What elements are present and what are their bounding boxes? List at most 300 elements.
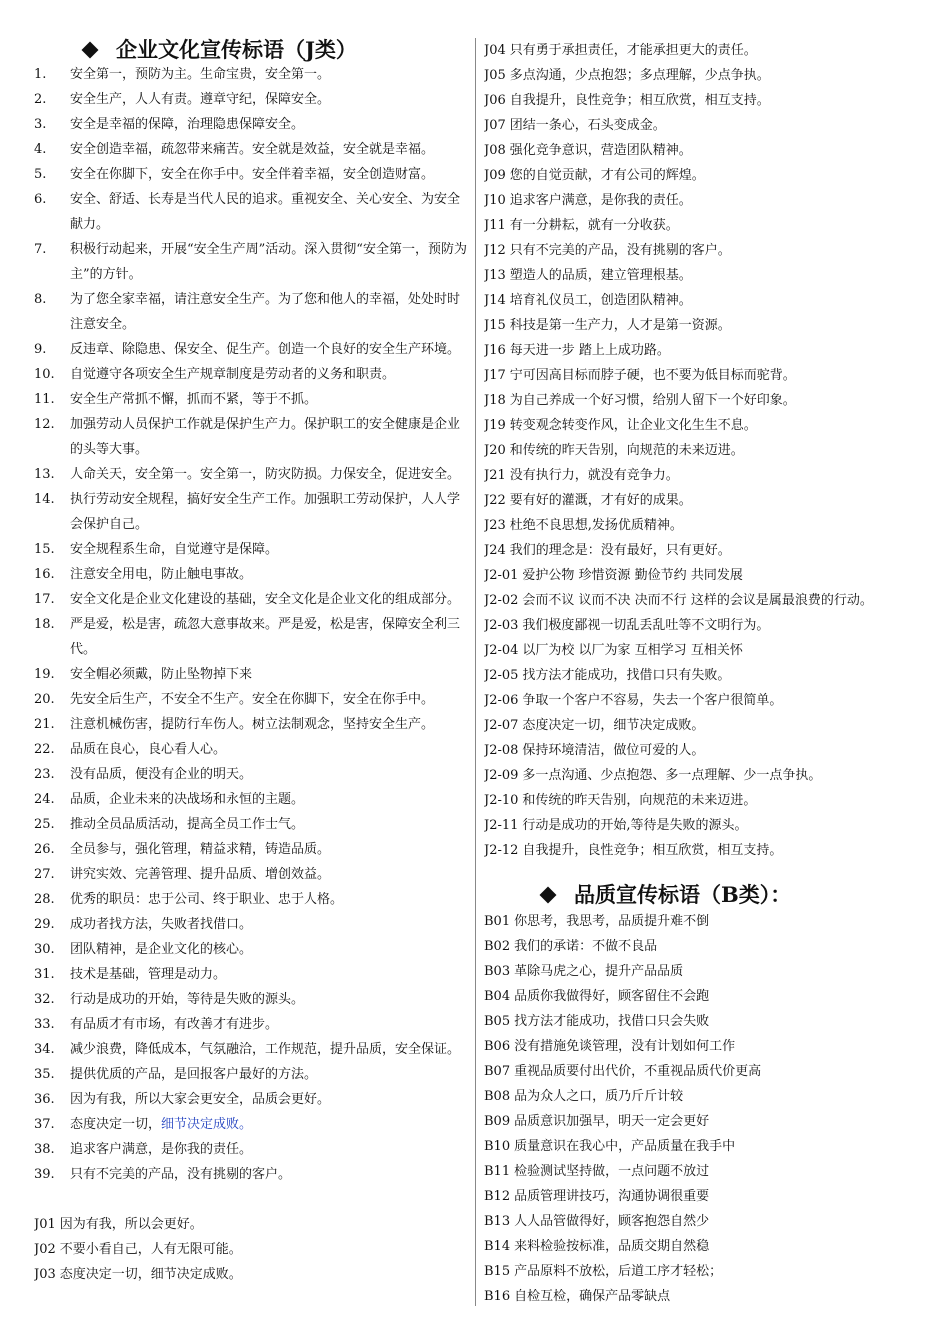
item-code: J2-03 [484,618,519,633]
item-number: 33. [34,1017,55,1032]
list-item [484,238,924,263]
item-code: B08 [484,1089,511,1104]
item-number: 14. [34,492,55,507]
list-item [34,462,470,487]
item-text-part: 先安全后生产，不安全不生产。安全在你脚下，安全在你手中。 [70,692,435,707]
item-text-part: 只有不完美的产品，没有挑剔的客户。 [70,1167,292,1182]
list-item [484,38,924,63]
item-text: 和传统的昨天告别，向规范的未来迈进。 [522,793,757,808]
b-heading-text: 品质宣传标语（B类）： [574,882,792,907]
list-item [484,1284,924,1309]
item-code: J15 [484,318,506,333]
item-code: B07 [484,1064,511,1079]
b-heading [484,883,924,907]
item-code: J11 [484,218,506,233]
item-number: 36. [34,1092,55,1107]
item-text-part: 为了您全家幸福，请注意安全生产。为了您和他人的幸福，处处时时注意安全。 [70,292,461,332]
list-item [484,713,924,738]
item-text: 我们的理念是：没有最好，只有更好。 [509,543,731,558]
list-item [484,788,924,813]
list-item [34,612,470,662]
item-text-part: 安全第一，预防为主。生命宝贵，安全第一。 [70,67,331,82]
item-text: 来料检验按标准，品质交期自然稳 [514,1239,710,1254]
j-heading-text: 企业文化宣传标语（J类） [116,37,357,62]
item-number: 31. [34,967,55,982]
list-item [34,737,470,762]
item-number: 26. [34,842,55,857]
item-text-part: 注意安全用电，防止触电事故。 [70,567,253,582]
item-text [70,662,470,687]
list-item [484,413,924,438]
item-text: 因为有我，所以会更好。 [59,1217,203,1232]
item-number: 4. [34,142,47,157]
list-item [484,1109,924,1134]
item-code: J06 [484,93,506,108]
diamond-bullet-icon [82,41,99,58]
list-item [34,412,470,462]
item-code: B11 [484,1164,511,1179]
list-item [484,1009,924,1034]
item-text: 品质意识加强早，明天一定会更好 [514,1114,710,1129]
list-item [34,937,470,962]
list-item [34,87,470,112]
item-code: B09 [484,1114,511,1129]
item-text-part: 团队精神，是企业文化的核心。 [70,942,253,957]
item-code: J21 [484,468,506,483]
item-text: 和传统的昨天告别，向规范的未来迈进。 [509,443,744,458]
item-text [70,187,470,237]
list-item [484,1259,924,1284]
list-item [34,337,470,362]
item-text: 自检互检，确保产品零缺点 [514,1289,671,1304]
list-item [34,1062,470,1087]
list-item [34,162,470,187]
item-text [70,1037,470,1062]
item-code: J20 [484,443,506,458]
item-text [70,912,470,937]
item-code: J19 [484,418,506,433]
item-text [70,537,470,562]
item-text [70,812,470,837]
list-item [484,363,924,388]
item-text: 以厂为校 以厂为家 互相学习 互相关怀 [522,643,743,658]
j-slogan-list-left [34,1212,470,1287]
item-text [70,1087,470,1112]
item-number: 2. [34,92,47,107]
item-number: 18. [34,617,55,632]
item-code: J2-02 [484,593,519,608]
item-number: 28. [34,892,55,907]
item-text-part: 安全、舒适、长寿是当代人民的追求。重视安全、关心安全、为安全献力。 [70,192,461,232]
item-code: J2-07 [484,718,519,733]
item-code: J18 [484,393,506,408]
item-text: 追求客户满意，是你我的责任。 [509,193,692,208]
item-text [70,737,470,762]
item-text-part: 态度决定一切， [70,1117,162,1132]
item-number: 25. [34,817,55,832]
item-code: J2-10 [484,793,519,808]
list-item [34,762,470,787]
item-text-part: 减少浪费，降低成本，气氛融洽，工作规范，提升品质，安全保证。 [70,1042,461,1057]
list-item [484,1134,924,1159]
diamond-bullet-icon [540,886,557,903]
item-text: 品质管理讲技巧，沟通协调很重要 [514,1189,710,1204]
item-text: 人人品管做得好，顾客抱怨自然少 [514,1214,710,1229]
item-text: 态度决定一切，细节决定成败。 [522,718,705,733]
item-number: 24. [34,792,55,807]
item-text-part: 品质，企业未来的决战场和永恒的主题。 [70,792,305,807]
list-item [484,313,924,338]
list-item [484,88,924,113]
item-code: B04 [484,989,511,1004]
list-item [34,1237,470,1262]
item-text-highlight: 细节决定成败。 [161,1117,253,1132]
item-text [70,387,470,412]
numbered-slogan-list [34,62,470,1187]
list-item [484,463,924,488]
item-text: 找方法才能成功，找借口只有失败。 [522,668,731,683]
list-item [484,563,924,588]
list-item [34,387,470,412]
list-item [34,287,470,337]
item-text: 多一点沟通、少点抱怨、多一点理解、少一点争执。 [522,768,822,783]
list-item [34,362,470,387]
item-code: J04 [484,43,506,58]
item-text: 你思考，我思考，品质提升难不倒 [514,914,710,929]
item-text: 找方法才能成功，找借口只会失败 [514,1014,710,1029]
list-item [484,63,924,88]
item-text: 质量意识在我心中，产品质量在我手中 [514,1139,736,1154]
item-number: 21. [34,717,55,732]
item-text: 没有执行力，就没有竞争力。 [509,468,679,483]
item-number: 8. [34,292,47,307]
list-item [34,712,470,737]
item-code: J16 [484,343,506,358]
left-column [34,38,470,1287]
item-text [70,762,470,787]
item-text: 培育礼仪员工，创造团队精神。 [509,293,692,308]
item-text: 要有好的灌溉，才有好的成果。 [509,493,692,508]
list-item [484,1209,924,1234]
item-text: 爱护公物 珍惜资源 勤俭节约 共同发展 [522,568,743,583]
item-text [70,137,470,162]
item-code: B14 [484,1239,511,1254]
item-text-part: 成功者找方法，失败者找借口。 [70,917,253,932]
item-code: J2-09 [484,768,519,783]
item-text: 宁可因高目标而脖子硬，也不要为低目标而驼背。 [509,368,796,383]
list-item [34,1137,470,1162]
item-text: 团结一条心，石头变成金。 [509,118,666,133]
list-item [484,838,924,863]
list-item [34,137,470,162]
item-code: J12 [484,243,506,258]
item-text [70,487,470,537]
item-text [70,462,470,487]
item-text: 品质你我做得好，顾客留住不会跑 [514,989,710,1004]
item-code: B05 [484,1014,511,1029]
list-item [484,138,924,163]
item-text-part: 安全生产，人人有责。遵章守纪，保障安全。 [70,92,331,107]
list-item [484,513,924,538]
item-number: 13. [34,467,55,482]
item-text: 保持环境清洁，做位可爱的人。 [522,743,705,758]
item-text: 品为众人之口，质乃斤斤计较 [514,1089,684,1104]
list-item [484,763,924,788]
item-text-part: 安全是幸福的保障，治理隐患保障安全。 [70,117,305,132]
item-text [70,1162,470,1187]
item-number: 30. [34,942,55,957]
item-code: J22 [484,493,506,508]
list-item [484,1059,924,1084]
j-slogan-list-right [484,38,924,863]
item-number: 17. [34,592,55,607]
item-code: J2-05 [484,668,519,683]
list-item [34,1162,470,1187]
item-number: 16. [34,567,55,582]
list-item [34,62,470,87]
item-text-part: 讲究实效、完善管理、提升品质、增创效益。 [70,867,331,882]
item-text [70,937,470,962]
list-item [484,688,924,713]
item-text [70,237,470,287]
b-slogan-list [484,909,924,1309]
item-text-part: 安全文化是企业文化建设的基础，安全文化是企业文化的组成部分。 [70,592,461,607]
item-code: B01 [484,914,511,929]
item-text [70,162,470,187]
list-item [484,909,924,934]
item-code: J24 [484,543,506,558]
item-number: 20. [34,692,55,707]
item-code: J13 [484,268,506,283]
item-text [70,587,470,612]
item-number: 22. [34,742,55,757]
item-text: 只有勇于承担责任，才能承担更大的责任。 [509,43,757,58]
item-text-part: 优秀的职员：忠于公司、终于职业、忠于人格。 [70,892,344,907]
item-number: 27. [34,867,55,882]
list-item [34,662,470,687]
item-text [70,362,470,387]
j-heading [34,38,470,62]
list-item [484,934,924,959]
item-text-part: 安全创造幸福，疏忽带来痛苦。安全就是效益，安全就是幸福。 [70,142,435,157]
item-text [70,887,470,912]
item-code: B03 [484,964,511,979]
list-item [34,912,470,937]
item-text: 科技是第一生产力，人才是第一资源。 [509,318,731,333]
item-code: J02 [34,1242,56,1257]
item-code: J07 [484,118,506,133]
item-code: B10 [484,1139,511,1154]
item-text: 争取一个客户不容易，失去一个客户很简单。 [522,693,783,708]
item-text [70,1062,470,1087]
item-text [70,337,470,362]
item-text: 有一分耕耘，就有一分收获。 [509,218,679,233]
item-code: J23 [484,518,506,533]
item-text-part: 行动是成功的开始，等待是失败的源头。 [70,992,305,1007]
item-text [70,712,470,737]
item-text [70,1012,470,1037]
item-code: J17 [484,368,506,383]
item-text [70,787,470,812]
item-number: 38. [34,1142,55,1157]
item-text [70,287,470,337]
item-text: 行动是成功的开始,等待是失败的源头。 [522,818,748,833]
item-text-part: 自觉遵守各项安全生产规章制度是劳动者的义务和职责。 [70,367,396,382]
list-item [484,113,924,138]
item-number: 5. [34,167,47,182]
list-item [34,1087,470,1112]
list-item [34,1112,470,1137]
item-text-part: 安全规程系生命，自觉遵守是保障。 [70,542,279,557]
item-code: J14 [484,293,506,308]
list-item [484,1034,924,1059]
item-number: 29. [34,917,55,932]
item-code: J09 [484,168,506,183]
item-text: 为自己养成一个好习惯，给别人留下一个好印象。 [509,393,796,408]
item-text: 会而不议 议而不决 决而不行 这样的会议是属最浪费的行动。 [522,593,873,608]
list-item [484,1234,924,1259]
list-item [484,163,924,188]
list-item [34,237,470,287]
item-text-part: 加强劳动人员保护工作就是保护生产力。保护职工的安全健康是企业的头等大事。 [70,417,461,457]
item-number: 10. [34,367,55,382]
list-item [484,438,924,463]
item-code: J2-08 [484,743,519,758]
item-text [70,687,470,712]
list-item [34,812,470,837]
item-text: 不要小看自己，人有无限可能。 [59,1242,242,1257]
item-text [70,62,470,87]
item-text: 您的自觉贡献，才有公司的辉煌。 [509,168,705,183]
item-text-part: 技术是基础，管理是动力。 [70,967,227,982]
item-code: J01 [34,1217,56,1232]
item-number: 6. [34,192,47,207]
list-item [34,537,470,562]
list-item [34,562,470,587]
right-column [484,38,924,1309]
item-number: 37. [34,1117,55,1132]
list-item [484,638,924,663]
item-text: 自我提升，良性竞争；相互欣赏，相互支持。 [522,843,783,858]
list-item [484,1184,924,1209]
list-item [484,338,924,363]
item-text-part: 注意机械伤害，提防行车伤人。树立法制观念，坚持安全生产。 [70,717,435,732]
item-code: J10 [484,193,506,208]
item-number: 1. [34,67,47,82]
item-text-part: 严是爱，松是害，疏忽大意事故来。严是爱，松是害，保障安全利三代。 [70,617,461,657]
list-item [484,388,924,413]
list-item [484,488,924,513]
item-text [70,1137,470,1162]
item-text: 强化竞争意识，营造团队精神。 [509,143,692,158]
item-code: J2-12 [484,843,519,858]
item-text: 每天进一步 踏上上成功路。 [509,343,670,358]
item-code: J05 [484,68,506,83]
list-item [484,984,924,1009]
item-text [70,87,470,112]
item-text-part: 因为有我，所以大家会更安全，品质会更好。 [70,1092,331,1107]
item-code: B02 [484,939,511,954]
list-item [34,987,470,1012]
item-number: 12. [34,417,55,432]
list-item [34,887,470,912]
item-text: 杜绝不良思想,发扬优质精神。 [509,518,683,533]
list-item [484,263,924,288]
list-item [484,538,924,563]
item-code: B16 [484,1289,511,1304]
item-code: J2-11 [484,818,519,833]
item-text: 检验测试坚持做，一点问题不放过 [514,1164,710,1179]
item-code: B12 [484,1189,511,1204]
list-item [484,1084,924,1109]
item-text [70,112,470,137]
item-code: B15 [484,1264,511,1279]
item-text: 革除马虎之心，提升产品品质 [514,964,684,979]
list-item [34,112,470,137]
item-text: 只有不完美的产品，没有挑剔的客户。 [509,243,731,258]
item-text-part: 提供优质的产品，是回报客户最好的方法。 [70,1067,318,1082]
list-item [484,288,924,313]
list-item [34,187,470,237]
list-item [34,1212,470,1237]
item-text-part: 安全帽必须戴，防止坠物掉下来 [70,667,253,682]
item-text [70,862,470,887]
list-item [34,587,470,612]
item-number: 7. [34,242,47,257]
item-text-part: 品质在良心，良心看人心。 [70,742,227,757]
item-text: 我们极度鄙视一切乱丢乱吐等不文明行为。 [522,618,770,633]
item-text: 我们的承诺：不做不良品 [514,939,658,954]
item-code: J2-01 [484,568,519,583]
item-number: 15. [34,542,55,557]
item-text [70,612,470,662]
item-text-part: 推动全员品质活动，提高全员工作士气。 [70,817,305,832]
list-item [34,1262,470,1287]
list-item [34,962,470,987]
spacer [34,1187,470,1212]
item-text: 自我提升，良性竞争；相互欣赏，相互支持。 [509,93,770,108]
list-item [484,588,924,613]
item-text-part: 追求客户满意，是你我的责任。 [70,1142,253,1157]
list-item [34,1037,470,1062]
list-item [34,787,470,812]
item-text-part: 没有品质，便没有企业的明天。 [70,767,253,782]
item-code: B13 [484,1214,511,1229]
item-text: 重视品质要付出代价，不重视品质代价更高 [514,1064,762,1079]
item-number: 34. [34,1042,55,1057]
list-item [34,1012,470,1037]
item-text: 转变观念转变作风，让企业文化生生不息。 [509,418,757,433]
item-text [70,837,470,862]
item-text-part: 全员参与，强化管理，精益求精，铸造品质。 [70,842,331,857]
item-number: 32. [34,992,55,1007]
item-text: 产品原料不放松，后道工序才轻松； [514,1264,723,1279]
item-text: 多点沟通，少点抱怨；多点理解，少点争执。 [509,68,770,83]
list-item [484,213,924,238]
item-number: 19. [34,667,55,682]
list-item [484,738,924,763]
list-item [484,188,924,213]
item-number: 9. [34,342,47,357]
item-code: J2-06 [484,693,519,708]
item-number: 3. [34,117,47,132]
list-item [484,1159,924,1184]
list-item [484,663,924,688]
list-item [484,813,924,838]
item-text [70,987,470,1012]
item-number: 39. [34,1167,55,1182]
item-text [70,562,470,587]
